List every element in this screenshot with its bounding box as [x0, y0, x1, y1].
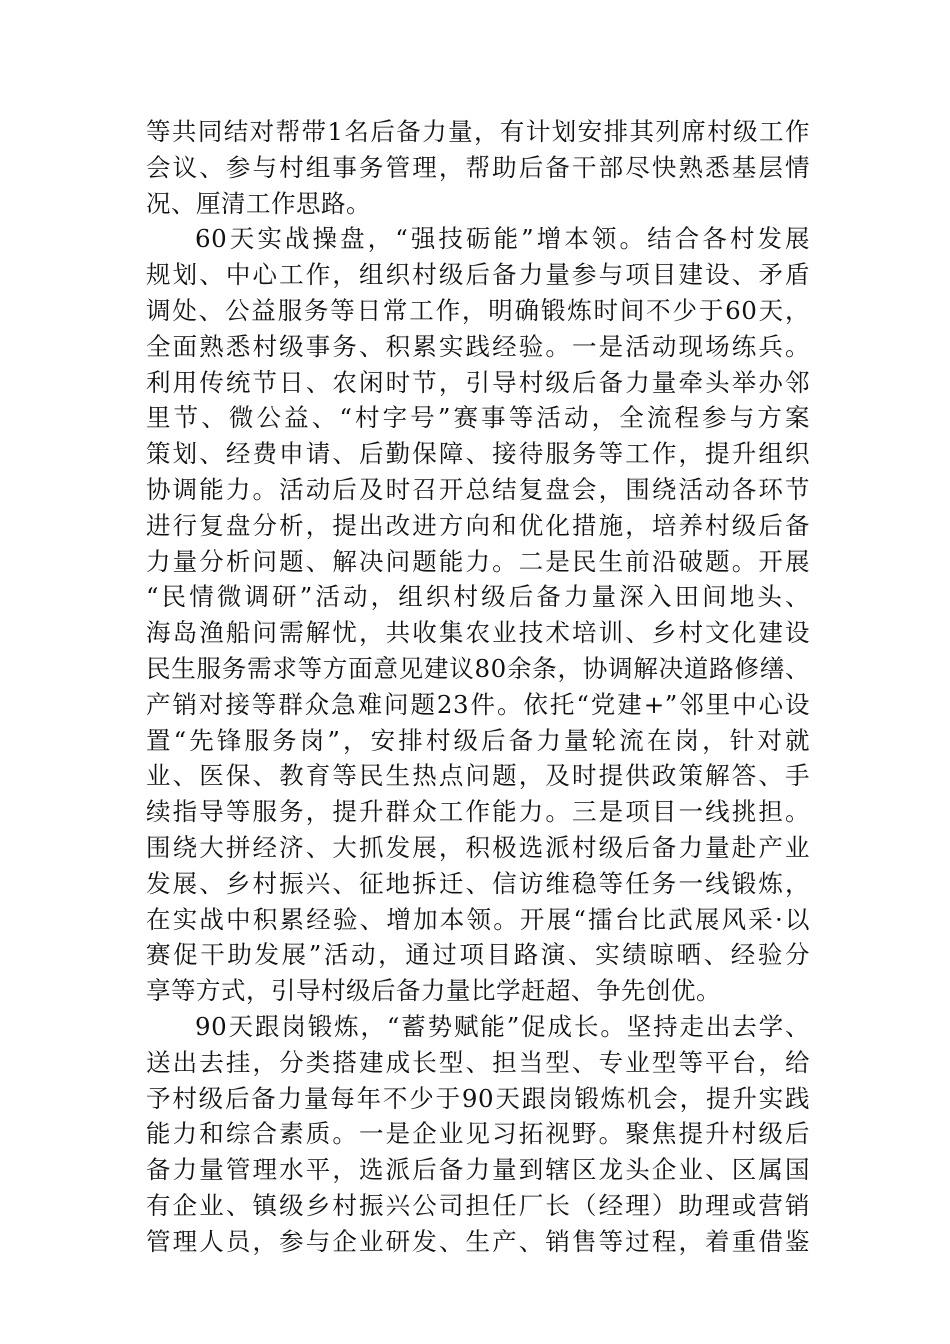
body-text — [146, 114, 810, 1260]
text-line: 业、医保、教育等民生热点问题，及时提供政策解答、手 — [146, 761, 810, 791]
paragraph-start-line: 90天跟岗锻炼，“蓄势赋能”促成长。坚持走出去学、 — [195, 1011, 810, 1041]
text-line: 置“先锋服务岗”，安排村级后备力量轮流在岗，针对就 — [146, 725, 810, 755]
text-line: 等共同结对帮带1名后备力量，有计划安排其列席村级工作 — [146, 117, 810, 146]
text-line: 有企业、镇级乡村振兴公司担任厂长（经理）助理或营销 — [146, 1190, 810, 1220]
text-line: 况、厘清工作思路。 — [146, 188, 371, 218]
text-line: 享等方式，引导村级后备力量比学赶超、争先创优。 — [146, 976, 721, 1006]
text-line: 续指导等服务，提升群众工作能力。三是项目一线挑担。 — [146, 797, 810, 827]
text-line: 能力和综合素质。一是企业见习拓视野。聚焦提升村级后 — [146, 1119, 810, 1149]
text-line: 产销对接等群众急难问题23件。依托“党建+”邻里中心设 — [146, 689, 810, 719]
text-line: 管理人员，参与企业研发、生产、销售等过程，着重借鉴 — [146, 1226, 810, 1256]
text-line: 协调能力。活动后及时召开总结复盘会，围绕活动各环节 — [146, 474, 810, 504]
text-line: 力量分析问题、解决问题能力。二是民生前沿破题。开展 — [146, 546, 810, 576]
text-line: 利用传统节日、农闲时节，引导村级后备力量牵头举办邻 — [146, 367, 810, 397]
text-line: “民情微调研”活动，组织村级后备力量深入田间地头、 — [146, 582, 810, 612]
text-line: 民生服务需求等方面意见建议80余条，协调解决道路修缮、 — [146, 653, 810, 683]
text-line: 进行复盘分析，提出改进方向和优化措施，培养村级后备 — [146, 510, 810, 540]
paragraph-start-line: 60天实战操盘，“强技砺能”增本领。结合各村发展 — [195, 224, 810, 254]
text-line: 送出去挂，分类搭建成长型、担当型、专业型等平台，给 — [146, 1047, 810, 1077]
text-line: 赛促干助发展”活动，通过项目路演、实绩晾晒、经验分 — [146, 940, 810, 970]
text-line: 在实战中积累经验、增加本领。开展“擂台比武展风采·以 — [146, 904, 810, 934]
text-line: 予村级后备力量每年不少于90天跟岗锻炼机会，提升实践 — [146, 1083, 810, 1113]
text-line: 发展、乡村振兴、征地拆迁、信访维稳等任务一线锻炼， — [146, 868, 810, 898]
text-line: 海岛渔船问需解忧，共收集农业技术培训、乡村文化建设 — [146, 618, 810, 648]
text-line: 里节、微公益、“村字号”赛事等活动，全流程参与方案 — [146, 403, 810, 433]
text-line: 规划、中心工作，组织村级后备力量参与项目建设、矛盾 — [146, 260, 810, 290]
text-line: 策划、经费申请、后勤保障、接待服务等工作，提升组织 — [146, 439, 810, 469]
text-line: 围绕大拼经济、大抓发展，积极选派村级后备力量赴产业 — [146, 832, 810, 862]
text-line: 备力量管理水平，选派后备力量到辖区龙头企业、区属国 — [146, 1155, 810, 1185]
text-line: 调处、公益服务等日常工作，明确锻炼时间不少于60天， — [146, 295, 810, 325]
text-line: 会议、参与村组事务管理，帮助后备干部尽快熟悉基层情 — [146, 152, 810, 182]
text-line: 全面熟悉村级事务、积累实践经验。一是活动现场练兵。 — [146, 331, 810, 361]
